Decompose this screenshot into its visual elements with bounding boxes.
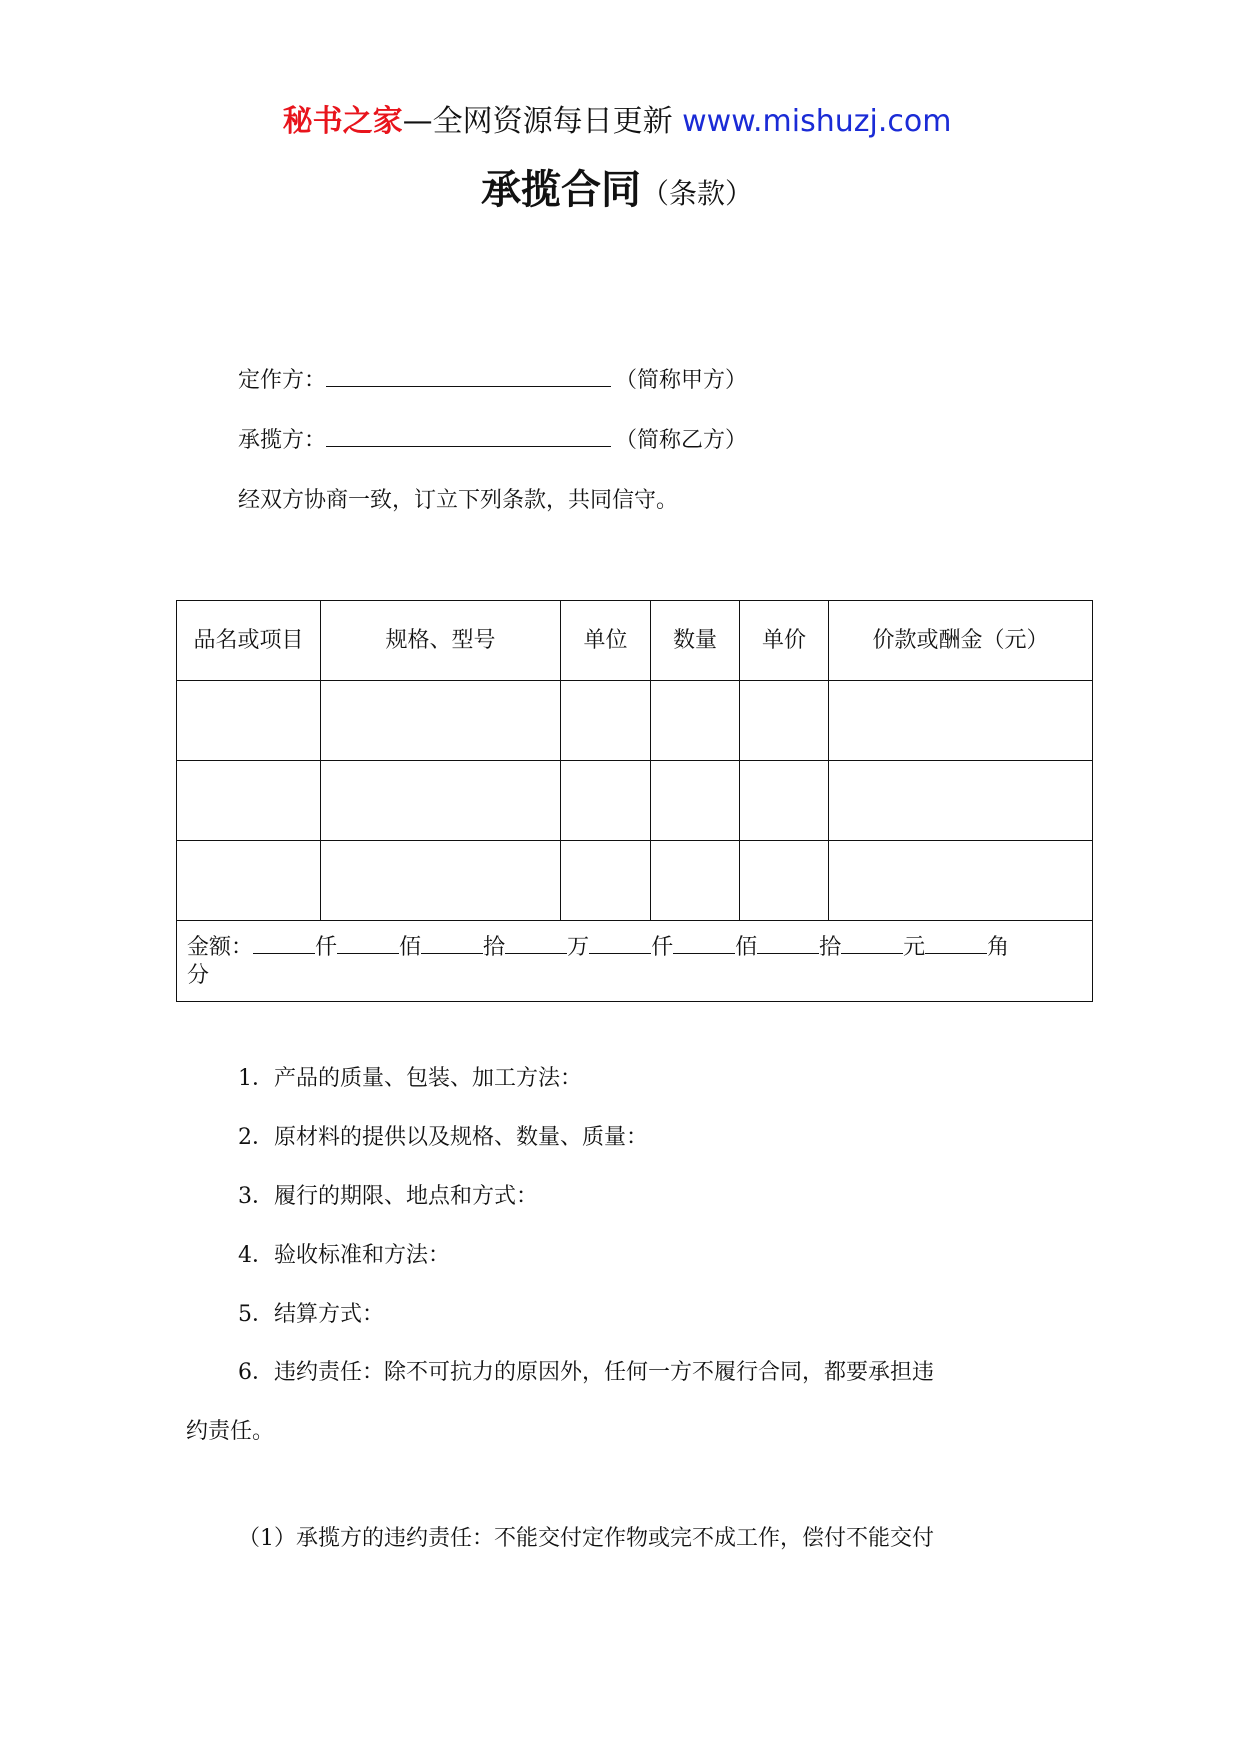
party-label: 承揽方： bbox=[238, 428, 327, 453]
table-cell[interactable] bbox=[177, 841, 321, 921]
total-amount-cell bbox=[177, 921, 1093, 1002]
clause-item: 3．履行的期限、地点和方式： bbox=[238, 1184, 538, 1209]
brand-name: 秘书之家 bbox=[282, 104, 403, 139]
table-cell[interactable] bbox=[651, 681, 740, 761]
clause-item: 6．违约责任：除不可抗力的原因外，任何一方不履行合同，都要承担违 bbox=[238, 1360, 934, 1385]
amount-unit: 仟 bbox=[315, 934, 338, 960]
items-table bbox=[176, 600, 1093, 1002]
table-cell[interactable] bbox=[829, 681, 1093, 761]
amount-unit: 拾 bbox=[819, 934, 842, 960]
total-amount-row bbox=[177, 921, 1093, 1002]
clause-item: （1）承揽方的违约责任：不能交付定作物或完不成工作，偿付不能交付 bbox=[238, 1526, 934, 1551]
table-cell[interactable] bbox=[321, 841, 561, 921]
party-name-blank bbox=[326, 362, 611, 387]
amount-unit: 佰 bbox=[735, 934, 758, 960]
amount-blank[interactable] bbox=[673, 933, 735, 954]
table-cell[interactable] bbox=[561, 681, 651, 761]
table-cell[interactable] bbox=[651, 841, 740, 921]
site-banner bbox=[0, 100, 1234, 144]
intro-paragraph: 经双方协商一致，订立下列条款，共同信守。 bbox=[238, 488, 679, 513]
amount-blank[interactable] bbox=[505, 933, 567, 954]
table-cell[interactable] bbox=[740, 761, 829, 841]
table-row bbox=[177, 841, 1093, 921]
table-row bbox=[177, 761, 1093, 841]
amount-blank[interactable] bbox=[421, 933, 483, 954]
table-header-row bbox=[177, 601, 1093, 681]
party-ordering bbox=[238, 362, 747, 398]
amount-unit: 万 bbox=[567, 934, 590, 960]
document-title bbox=[0, 158, 1234, 215]
banner-tagline: —全网资源每日更新 bbox=[402, 104, 683, 139]
party-note: （简称乙方） bbox=[615, 428, 748, 453]
amount-blank[interactable] bbox=[589, 933, 651, 954]
amount-unit: 佰 bbox=[399, 934, 422, 960]
table-cell[interactable] bbox=[321, 761, 561, 841]
title-subtitle: （条款） bbox=[640, 177, 753, 210]
amount-unit: 角 bbox=[987, 934, 1010, 960]
party-contractor bbox=[238, 422, 747, 458]
table-cell[interactable] bbox=[651, 761, 740, 841]
amount-blank[interactable] bbox=[757, 933, 819, 954]
banner-url[interactable]: www.mishuzj.com bbox=[682, 104, 952, 139]
party-label: 定作方： bbox=[238, 368, 327, 393]
table-header-cell: 单价 bbox=[740, 601, 829, 681]
party-note: （简称甲方） bbox=[615, 368, 748, 393]
table-cell[interactable] bbox=[740, 841, 829, 921]
amount-unit: 元 bbox=[903, 934, 926, 960]
clause-item: 5．结算方式： bbox=[238, 1302, 384, 1327]
amount-blank[interactable] bbox=[253, 933, 315, 954]
table-header-cell: 数量 bbox=[651, 601, 740, 681]
table-cell[interactable] bbox=[561, 841, 651, 921]
party-name-blank bbox=[326, 422, 611, 447]
amount-unit: 分 bbox=[187, 962, 210, 988]
table-cell[interactable] bbox=[561, 761, 651, 841]
clause-item: 2．原材料的提供以及规格、数量、质量： bbox=[238, 1125, 648, 1150]
table-cell[interactable] bbox=[177, 681, 321, 761]
table-row bbox=[177, 681, 1093, 761]
table-header-cell: 价款或酬金（元） bbox=[829, 601, 1093, 681]
amount-unit: 仟 bbox=[651, 934, 674, 960]
table-cell[interactable] bbox=[829, 761, 1093, 841]
amount-blank[interactable] bbox=[841, 933, 903, 954]
table-header-cell: 单位 bbox=[561, 601, 651, 681]
clause-item: 1．产品的质量、包装、加工方法： bbox=[238, 1066, 582, 1091]
table-cell[interactable] bbox=[321, 681, 561, 761]
clause-item: 4．验收标准和方法： bbox=[238, 1243, 450, 1268]
amount-unit: 拾 bbox=[483, 934, 506, 960]
table-header-cell: 规格、型号 bbox=[321, 601, 561, 681]
table-cell[interactable] bbox=[829, 841, 1093, 921]
amount-blank[interactable] bbox=[925, 933, 987, 954]
table-cell[interactable] bbox=[177, 761, 321, 841]
amount-blank[interactable] bbox=[337, 933, 399, 954]
title-main: 承揽合同 bbox=[480, 167, 641, 213]
total-label: 金额： bbox=[187, 934, 254, 960]
clause-item: 约责任。 bbox=[186, 1419, 275, 1444]
table-header-cell: 品名或项目 bbox=[177, 601, 321, 681]
table-cell[interactable] bbox=[740, 681, 829, 761]
